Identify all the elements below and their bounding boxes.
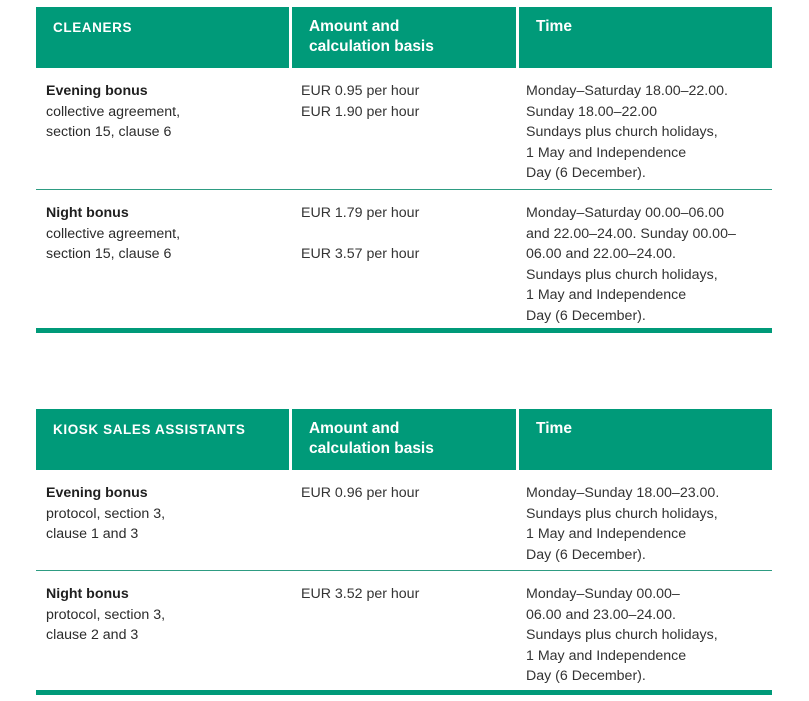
- time-cell: Monday–Sunday 18.00–23.00. Sundays plus church holidays, 1 May and Independence Day (6 December).: [526, 485, 720, 563]
- table-row: [36, 68, 772, 190]
- time-cell: Monday–Sunday 00.00– 06.00 and 23.00–24.00. Sundays plus church holidays, 1 May and Independence Day (6 December).: [526, 586, 718, 684]
- header-time: Time: [519, 7, 772, 68]
- time-cell: Monday–Saturday 00.00–06.00 and 22.00–24.00. Sunday 00.00– 06.00 and 22.00–24.00. Sundays plus church holidays, 1 May and Independence Day (6 December).: [526, 205, 736, 324]
- table-bottom-rule: [36, 328, 772, 333]
- amount-cell: EUR 3.52 per hour: [301, 586, 420, 602]
- table-bottom-rule: [36, 690, 772, 695]
- bonus-cell: Night bonus collective agreement, section 15, clause 6: [46, 205, 181, 262]
- time-cell: Monday–Saturday 18.00–22.00. Sunday 18.00–22.00 Sundays plus church holidays, 1 May and Independence Day (6 December).: [526, 83, 728, 181]
- amount-cell: EUR 0.95 per hour EUR 1.90 per hour: [301, 83, 420, 120]
- table-row: [36, 190, 772, 328]
- bonus-cell: Evening bonus protocol, section 3, clause 1 and 3: [46, 485, 166, 542]
- table-header: [36, 409, 772, 470]
- amount-cell: EUR 1.79 per hour EUR 3.57 per hour: [301, 205, 420, 262]
- header-amount: Amount and calculation basis: [292, 409, 516, 470]
- amount-cell: EUR 0.96 per hour: [301, 485, 420, 501]
- table-row: [36, 571, 772, 690]
- table-header: [36, 7, 772, 68]
- header-kiosk-sales-assistants: KIOSK SALES ASSISTANTS: [36, 409, 289, 470]
- header-cleaners: CLEANERS: [36, 7, 289, 68]
- bonus-cell: Evening bonus collective agreement, section 15, clause 6: [46, 83, 181, 140]
- header-amount: Amount and calculation basis: [292, 7, 516, 68]
- cleaners-table: [36, 7, 772, 333]
- kiosk-table: [36, 409, 772, 695]
- table-row: [36, 470, 772, 571]
- header-time: Time: [519, 409, 772, 470]
- bonus-cell: Night bonus protocol, section 3, clause 2 and 3: [46, 586, 166, 643]
